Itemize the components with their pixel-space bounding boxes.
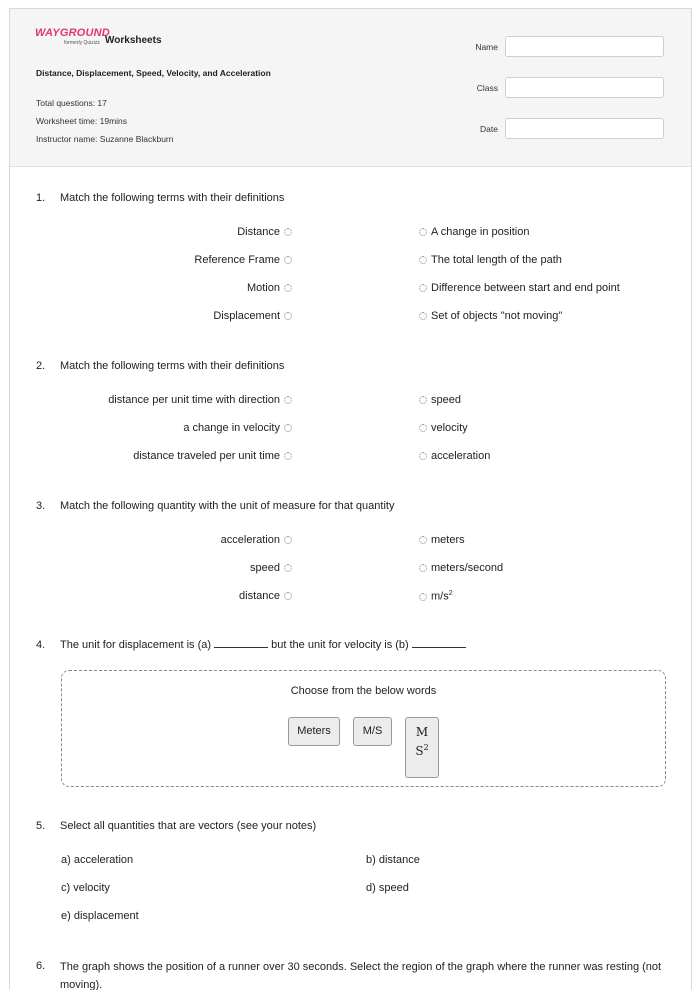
question-6-prompt: The graph shows the position of a runner over 30 seconds. Select the region of the graph where the runner was resting (not moving).: [60, 961, 662, 990]
match-right-label: velocity: [431, 422, 468, 434]
question-number: 5.: [36, 820, 46, 832]
question-4: [36, 638, 466, 651]
name-field[interactable]: [505, 36, 664, 57]
match-right-item[interactable]: [415, 254, 562, 266]
total-questions: Total questions: 17: [36, 98, 107, 108]
logo-subtext: formerly Quizizz: [64, 40, 100, 46]
match-connector-icon[interactable]: [419, 396, 427, 404]
question-text-a: The unit for displacement is (a): [60, 639, 212, 651]
question-text-b: but the unit for velocity is (b): [271, 639, 409, 651]
match-right-item[interactable]: [415, 562, 503, 574]
brand-title: Worksheets: [105, 35, 162, 46]
match-connector-icon[interactable]: [419, 452, 427, 460]
question-prompt: Select all quantities that are vectors (see your notes): [60, 820, 317, 832]
match-right-label: Difference between start and end point: [431, 282, 620, 294]
chip-s: S: [415, 744, 424, 758]
match-right-item[interactable]: [415, 422, 468, 434]
class-field[interactable]: [505, 77, 664, 98]
match-connector-icon[interactable]: [284, 452, 292, 460]
match-left-label: Displacement: [213, 310, 280, 322]
question-number: 4.: [36, 639, 46, 651]
match-left-item[interactable]: [108, 394, 296, 406]
date-field[interactable]: [505, 118, 664, 139]
question-3: [36, 500, 394, 512]
match-right-item[interactable]: [415, 394, 461, 406]
worksheet-page: [9, 8, 692, 990]
name-label: Name: [475, 42, 498, 52]
question-prompt: Match the following terms with their definitions: [60, 360, 285, 372]
match-connector-icon[interactable]: [284, 396, 292, 404]
exponent: 2: [448, 590, 453, 597]
match-connector-icon[interactable]: [284, 564, 292, 572]
match-left-label: acceleration: [220, 534, 280, 546]
option-a[interactable]: a) acceleration: [61, 854, 134, 866]
match-connector-icon[interactable]: [284, 256, 292, 264]
blank-a-field[interactable]: [214, 638, 268, 648]
match-connector-icon[interactable]: [284, 284, 292, 292]
match-left-label: distance traveled per unit time: [133, 450, 280, 462]
word-chip-meters[interactable]: Meters: [288, 717, 340, 746]
match-left-label: a change in velocity: [183, 422, 280, 434]
word-bank: [61, 670, 666, 787]
match-left-label: speed: [250, 562, 280, 574]
word-bank-title: Choose from the below words: [290, 685, 437, 697]
question-6-number: [36, 960, 60, 972]
match-left-label: distance: [239, 590, 280, 602]
brand-logo: [35, 27, 110, 51]
match-connector-icon[interactable]: [419, 424, 427, 432]
question-prompt: Match the following quantity with the unit of measure for that quantity: [60, 500, 395, 512]
match-left-label: Motion: [246, 282, 280, 294]
match-connector-icon[interactable]: [419, 312, 427, 320]
question-1: [36, 192, 284, 204]
match-left-item[interactable]: [183, 422, 296, 434]
match-left-item[interactable]: [250, 562, 296, 574]
match-right-label: m/s: [431, 590, 449, 603]
match-right-label: meters/second: [431, 562, 504, 574]
chip-line-s: [406, 740, 438, 759]
match-connector-icon[interactable]: [419, 536, 427, 544]
match-connector-icon[interactable]: [284, 592, 292, 600]
match-left-label: distance per unit time with direction: [108, 394, 280, 406]
option-b[interactable]: b) distance: [366, 854, 420, 866]
match-right-item[interactable]: [415, 450, 490, 462]
option-e[interactable]: e) displacement: [61, 910, 139, 922]
option-c[interactable]: c) velocity: [61, 882, 110, 894]
match-right-item[interactable]: [415, 310, 562, 322]
match-connector-icon[interactable]: [284, 228, 292, 236]
match-left-label: Distance: [237, 226, 280, 238]
logo-text: WAYGROUND: [35, 27, 110, 39]
match-right-item[interactable]: [415, 590, 453, 603]
worksheet-title: Distance, Displacement, Speed, Velocity, and Acceleration: [36, 68, 271, 78]
match-left-item[interactable]: [213, 310, 296, 322]
match-connector-icon[interactable]: [284, 312, 292, 320]
match-right-label: meters: [431, 534, 465, 546]
word-chip-ms2[interactable]: [405, 717, 439, 778]
question-number: 1.: [36, 192, 46, 204]
match-left-item[interactable]: [221, 534, 296, 546]
match-connector-icon[interactable]: [284, 536, 292, 544]
question-number: 3.: [36, 500, 46, 512]
match-right-item[interactable]: [415, 226, 529, 238]
question-number: 2.: [36, 360, 46, 372]
chip-line-m: M: [415, 725, 429, 739]
match-left-item[interactable]: [237, 226, 296, 238]
match-left-item[interactable]: [239, 590, 296, 602]
match-right-label: A change in position: [431, 226, 530, 238]
match-left-item[interactable]: [133, 450, 296, 462]
match-right-item[interactable]: [415, 534, 465, 546]
match-right-item[interactable]: [415, 282, 620, 294]
worksheet-header: [10, 9, 691, 167]
instructor-name: Instructor name: Suzanne Blackburn: [36, 134, 174, 144]
blank-b-field[interactable]: [412, 638, 466, 648]
match-connector-icon[interactable]: [419, 593, 427, 601]
match-left-label: Reference Frame: [194, 254, 280, 266]
match-connector-icon[interactable]: [419, 256, 427, 264]
exponent: 2: [423, 743, 429, 752]
option-d[interactable]: d) speed: [366, 882, 409, 894]
question-5: [36, 820, 316, 832]
word-chip-ms[interactable]: M/S: [353, 717, 392, 746]
question-2: [36, 360, 284, 372]
match-right-label: The total length of the path: [431, 254, 562, 266]
match-right-label: speed: [431, 394, 461, 406]
match-connector-icon[interactable]: [419, 228, 427, 236]
question-prompt: Match the following terms with their definitions: [60, 192, 285, 204]
class-label: Class: [476, 83, 498, 93]
match-left-item[interactable]: [194, 254, 296, 266]
match-connector-icon[interactable]: [419, 564, 427, 572]
match-right-label: acceleration: [431, 450, 491, 462]
date-label: Date: [480, 124, 498, 134]
match-connector-icon[interactable]: [419, 284, 427, 292]
match-right-label: Set of objects "not moving": [431, 310, 563, 322]
match-connector-icon[interactable]: [284, 424, 292, 432]
question-number: 6.: [36, 960, 46, 972]
worksheet-time: Worksheet time: 19mins: [36, 116, 128, 126]
match-left-item[interactable]: [247, 282, 296, 294]
